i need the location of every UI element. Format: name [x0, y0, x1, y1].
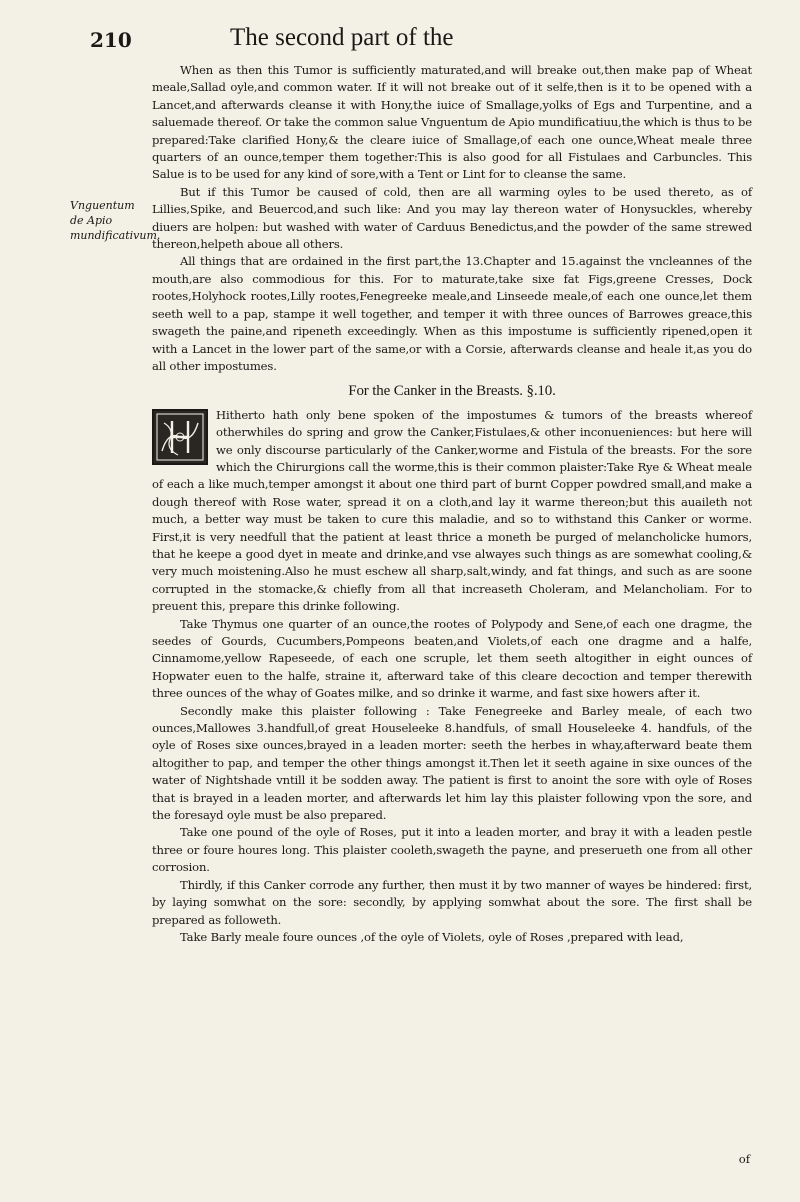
paragraph: Secondly make this plaister following : Take Fenegreeke and Barley meale, of each two ounces,Mallowes 3.handfull,of great Houseleeke 8.handfuls, of small Houseleeke 4. handfuls, of the oyle of Roses sixe ounces,brayed in a leaden morter: seeth the herbes in whay,afterward beate them altogither to pap, and temper the other things amongst it.Then let it seeth againe in sixe ounces of the water of Nightshade vntill it be sodden away. The patient is first to anoint the sore with oyle of Roses that is brayed in a leaden morter, and afterwards let him lay this plaister following vpon the sore, and the foresayd oyle must be also prepared. [152, 703, 752, 823]
ornamental-initial [152, 409, 208, 465]
running-title: The second part of the [230, 24, 454, 51]
page-header [0, 24, 800, 56]
page-number: 210 [90, 28, 132, 52]
catchword: of [738, 1152, 750, 1166]
paragraph: When as then this Tumor is sufficiently maturated,and will breake out,then make pap of Wheat meale,Sallad oyle,and common water. If it will not breake out of it selfe,then is it to be opened with a Lancet,and afterwards cleanse it with Hony,the iuice of Smallage,yolks of Egs and Turpentine, and a saluemade thereof. Or take the common salue Vnguentum de Apio mundificatiuu,the which is thus to be prepared:Take clarified Hony,& the cleare iuice of Smallage,of each one ounce,Wheat meale three quarters of an ounce,temper them together:This is also good for all Fistulaes and Carbuncles. This Salue is to be used for any kind of sore,with a Tent or Lint for to cleanse the same. [152, 63, 752, 182]
paragraph: Hitherto hath only bene spoken of the impostumes & tumors of the breasts whereof otherwhiles do spring and grow the Canker,Fistulaes,& other inconueniences: but here will we only discourse particularly of the Canker,worme and Fistula of the breasts. For the sore which the Chirurgions call the worme,this is their common plaister:Take Rye & Wheat meale of each a like much,temper amongst it about one third part of burnt Copper powdred small,and make a dough thereof with Rose water, spread it on a cloth,and lay it warme thereon;but this auaileth not much, a better way must be taken to cure this maladie, and so to withstand this Canker or worme. First,it is very needfull that the patient at least thrice a moneth be purged of melancholicke humors, that he keepe a good dyet in meate and drinke,and vse alwayes such things as are somewhat cooling,& very much moistening.Also he must eschew all sharp,salt,windy, and fat things, and such as are soone corrupted in the stomacke,& chiefly from all that increaseth Choleram, and Melancholiam. For to preuent this, prepare this drinke following. [152, 407, 752, 614]
paragraph: Take Barly meale foure ounces ,of the oyle of Violets, oyle of Roses ,prepared with lead, [180, 929, 684, 944]
page-body [152, 62, 752, 946]
section-heading: For the Canker in the Breasts. §.10. [348, 383, 556, 400]
paragraph: Take one pound of the oyle of Roses, put it into a leaden morter, and bray it with a leaden pestle three or foure houres long. This plaister cooleth,swageth the payne, and preserueth one from all other corrosion. [152, 825, 752, 875]
section-first-paragraph [152, 407, 752, 616]
margin-note: Vnguentum de Apio mundificativum. [70, 199, 161, 242]
paragraph: Thirdly, if this Canker corrode any further, then must it by two manner of wayes be hindered: first, by laying somwhat on the sore: secondly, by applying somwhat about the sore. The first shall be prepared as followeth. [152, 877, 752, 927]
paragraph: But if this Tumor be caused of cold, then are all warming oyles to be used thereto, as of Lillies,Spike, and Beuercod,and such like: And you may lay thereon water of Honysuckles, whereby diuers are holpen: but washed with water of Carduus Benedictus,and the powder of the same strewed thereon,helpeth aboue all others. [152, 184, 752, 252]
paragraph: Take Thymus one quarter of an ounce,the rootes of Polypody and Sene,of each one dragme, the seedes of Gourds, Cucumbers,Pompeons beaten,and Violets,of each one dragme and a halfe, Cinnamome,yellow Rapeseede, of each one scruple, let them seeth altogither in eight ounces of Hopwater euen to the halfe, straine it, afterward take of this cleare decoction and temper therewith three ounces of the whay of Goates milke, and so drinke it warme, and fast sixe howers after it. [152, 616, 752, 701]
paragraph: All things that are ordained in the first part,the 13.Chapter and 15.against the vncleannes of the mouth,are also commodious for this. For to maturate,take sixe fat Figs,greene Cresses, Dock rootes,Holyhock rootes,Lilly rootes,Fenegreeke meale,and Linseede meale,of each one ounce,let them seeth well to a pap, stampe it well together, and temper it with three ounces of Barrowes greace,this swageth the paine,and ripeneth exceedingly. When as this impostume is sufficiently ripened,open it with a Lancet in the lower part of the same,or with a Corsie, afterwards cleanse and heale it,as you do all other impostumes. [152, 254, 752, 373]
